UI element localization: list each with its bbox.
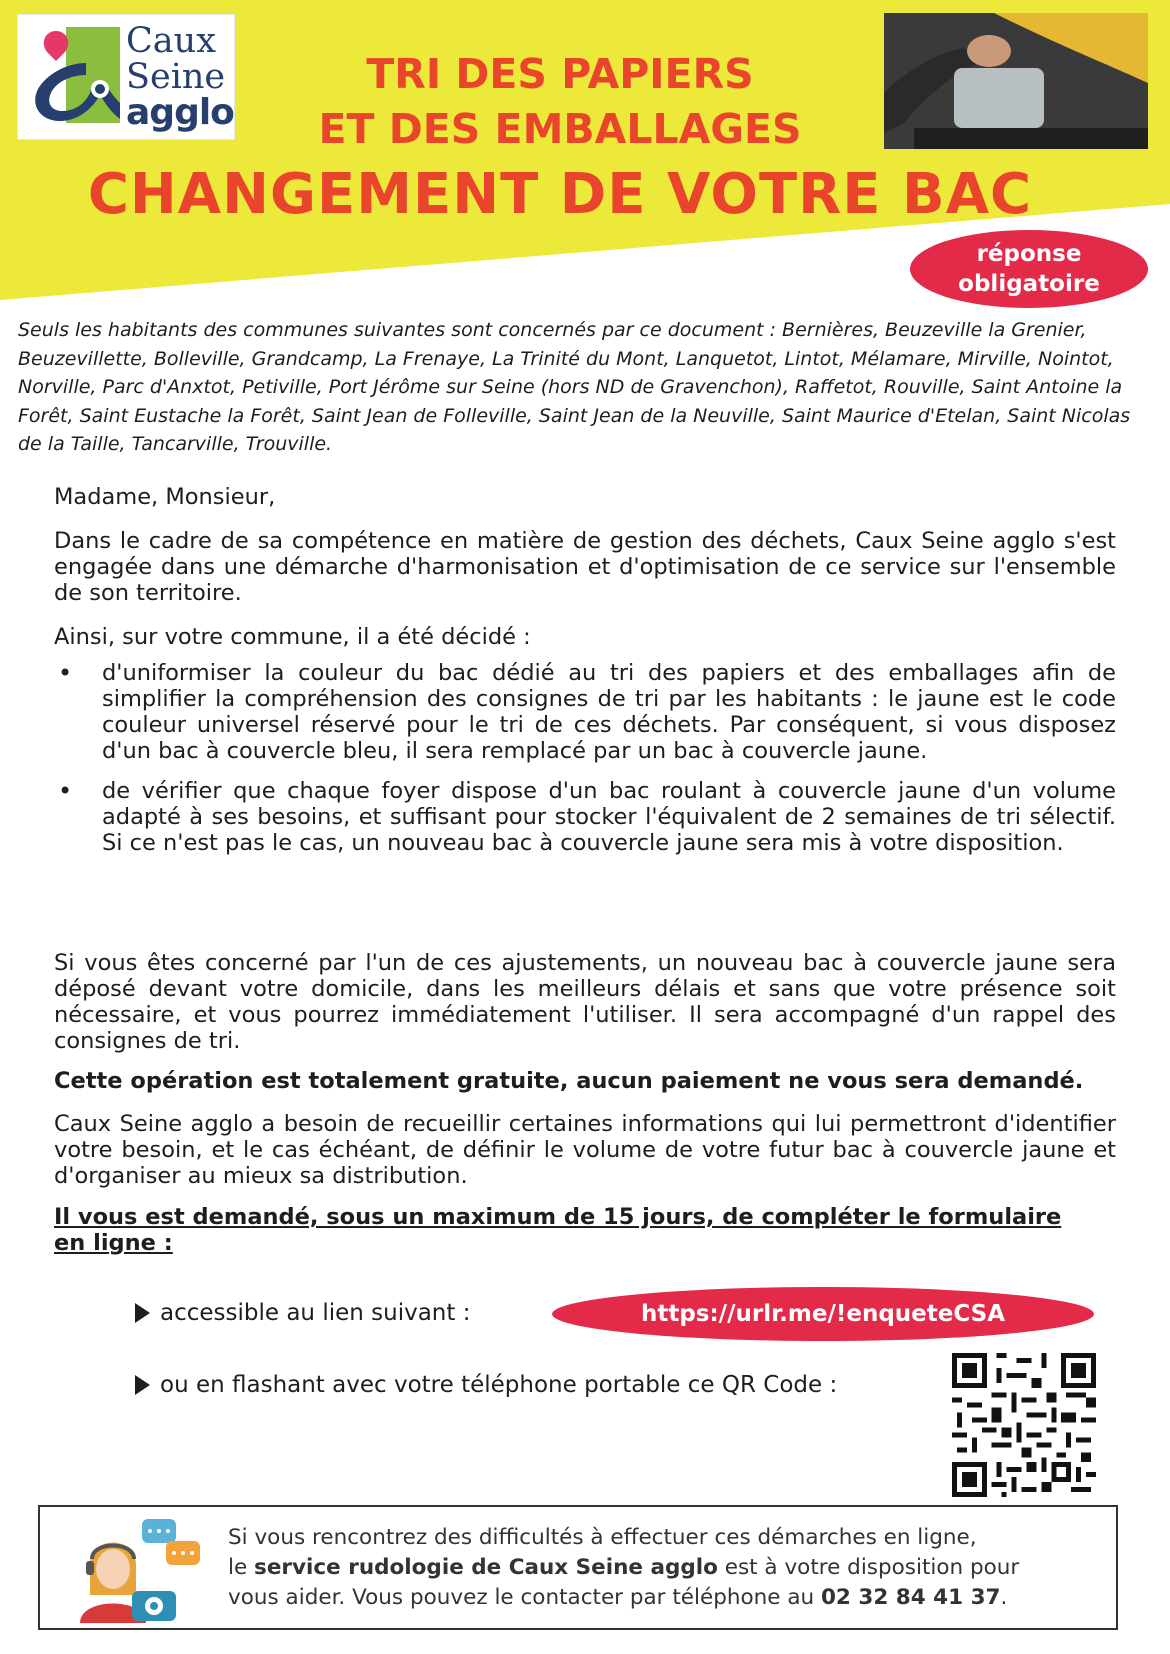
qr-code[interactable] [952,1353,1096,1497]
concerned-communes-text: Seuls les habitants des communes suivantes sont concernés par ce document : Bernières, Beuzeville la Grenier, Beuzevillette, Bolleville, Grandcamp, La Frenaye, La Trinité du Mont, Lanquetot, Lintot, Mélamare, Mirville, Nointot, Norville, Parc d'Anxtot, Petiville, Port Jérôme sur Seine (hors ND de Gravenchon), Raffetot, Rouville, Saint Antoine la Forêt, Saint Eustache la Forêt, Saint Jean de Folleville, Saint Jean de la Neuville, Saint Maurice d'Etelan, Saint Nicolas de la Taille, Tancarville, Trouville. [18,319,1131,455]
contact-line2: le service rudologie de Caux Seine agglo est à votre disposition pour [228,1555,1020,1580]
paragraph-context: Dans le cadre de sa compétence en matière de gestion des déchets, Caux Seine agglo s'est engagée dans une démarche d'harmonisation et d'optimisation de ce service sur l'ensemble de son territoire. [54,528,1116,606]
paragraph-information: Caux Seine agglo a besoin de recueillir certaines informations qui lui permettront d'identifier votre besoin, et le cas échéant, de définir le volume de votre futur bac à couvercle jaune et d'organiser au mieux sa distribution. [54,1111,1116,1189]
survey-link[interactable]: https://urlr.me/!enqueteCSA [552,1287,1094,1341]
contact-line1: Si vous rencontrez des difficultés à effectuer ces démarches en ligne, [228,1525,977,1550]
logo-line-caux: Caux [126,21,216,61]
triangle-right-icon [135,1303,150,1323]
paragraph-decision: Ainsi, sur votre commune, il a été décidé : [54,624,531,650]
link-instruction-label: accessible au lien suivant : [160,1300,471,1326]
list-item: • de vérifier que chaque foyer dispose d'un bac roulant à couvercle jaune d'un volume adapté à ses besoins, et suffisant pour stocker l'équivalent de 2 semaines de tri sélectif. Si ce n'est pas le cas, un nouveau bac à couvercle jaune sera mis à votre disposition. [54,778,1116,856]
form-request: Il vous est demandé, sous un maximum de 15 jours, de compléter le formulaire en ligne : [54,1204,1062,1256]
main-title: CHANGEMENT DE VOTRE BAC [87,162,1033,227]
qr-instruction-label: ou en flashant avec votre téléphone portable ce QR Code : [160,1372,838,1398]
logo-line-agglo: agglo [126,92,234,133]
qr-instruction [135,1372,837,1398]
phone-number[interactable]: 02 32 84 41 37 [820,1585,1001,1610]
decision-list [54,660,1116,870]
free-operation-notice: Cette opération est totalement gratuite, aucun paiement ne vous sera demandé. [54,1068,1084,1094]
link-instruction [135,1300,470,1326]
badge-line2: obligatoire [958,271,1100,297]
paragraph-delivery: Si vous êtes concerné par l'un de ces ajustements, un nouveau bac à couvercle jaune sera déposé devant votre domicile, dans les meilleurs délais et sans que votre présence soit nécessaire, et vous pourrez immédiatement l'utiliser. Il sera accompagné d'un rappel des consignes de tri. [54,950,1116,1054]
header-title-line2: ET DES EMBALLAGES [318,105,802,153]
recycling-bin-photo [884,13,1148,149]
badge-line1: réponse [976,241,1082,267]
contact-text [228,1523,1108,1613]
mandatory-response-badge [910,230,1148,308]
contact-line3: vous aider. Vous pouvez le contacter par téléphone au 02 32 84 41 37. [228,1585,1008,1610]
list-item: • d'uniformiser la couleur du bac dédié au tri des papiers et des emballages afin de simplifier la compréhension des consignes de tri par les habitants : le jaune est le code couleur universel réservé pour le tri de ces déchets. Par conséquent, si vous disposez d'un bac à couvercle bleu, il sera remplacé par un bac à couvercle jaune. [54,660,1116,764]
rudology-service-name: service rudologie de Caux Seine agglo [254,1555,718,1580]
call-center-operator-icon [70,1515,210,1623]
contact-box [38,1505,1118,1630]
caux-seine-agglo-logo [17,14,235,140]
ampersand-logo-icon [26,23,122,129]
triangle-right-icon [135,1375,150,1395]
logo-line-seine: Seine [126,57,226,97]
greeting: Madame, Monsieur, [54,484,276,510]
header-title-line1: TRI DES PAPIERS [366,50,754,98]
